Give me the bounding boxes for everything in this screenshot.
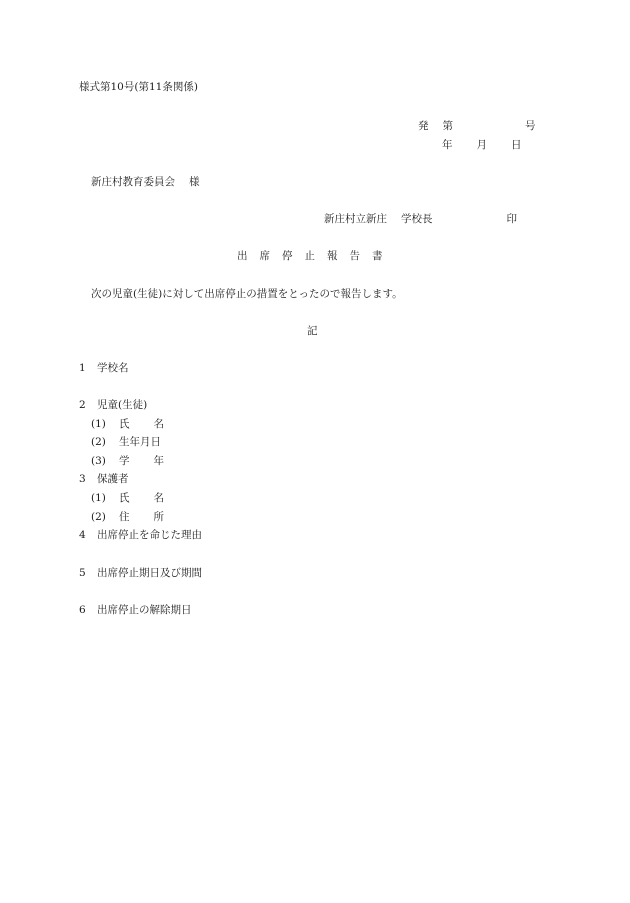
date-day: 日: [511, 139, 522, 151]
section-suspension-period: [79, 566, 202, 580]
item-label-a: 学: [119, 455, 130, 467]
section-number: 5: [79, 567, 86, 579]
form-label: 様式第10号(第11条関係): [79, 81, 198, 93]
date-month: 月: [476, 139, 487, 151]
item-label: 生年月日: [119, 436, 161, 448]
sender-seal: 印: [506, 213, 517, 225]
issue-prefix: 発: [418, 120, 429, 132]
student-birthdate-item: [91, 435, 161, 449]
issue-dai: 第: [442, 120, 453, 132]
title-char: 報: [327, 250, 338, 262]
item-number: (3): [91, 455, 106, 467]
section-suspension-release-date: [79, 603, 192, 617]
sender-school: 新庄村立新庄: [324, 213, 387, 225]
sender-title: 学校長: [401, 213, 433, 225]
section-suspension-reason: [79, 528, 202, 542]
sender: [324, 212, 517, 226]
section-number: 3: [79, 473, 86, 485]
title-char: 席: [259, 250, 270, 262]
section-label: 児童(生徒): [97, 399, 148, 411]
section-number: 4: [79, 529, 86, 541]
section-school-name: [79, 361, 129, 375]
recipient-name: 新庄村教育委員会: [91, 176, 175, 188]
item-number: (1): [91, 492, 106, 504]
title-char: 告: [349, 250, 360, 262]
section-label: 出席停止を命じた理由: [97, 529, 202, 541]
student-grade-item: [91, 454, 164, 468]
student-name-item: [91, 417, 164, 431]
item-number: (1): [91, 418, 106, 430]
item-label-b: 年: [153, 455, 164, 467]
title-char: 出: [237, 250, 248, 262]
guardian-name-item: [91, 491, 164, 505]
section-label: 出席停止の解除期日: [97, 604, 192, 616]
guardian-address-item: [91, 510, 164, 524]
recipient-honorific: 様: [189, 176, 200, 188]
section-number: 6: [79, 604, 86, 616]
title-char: 止: [304, 250, 315, 262]
body-text: 次の児童(生徒)に対して出席停止の措置をとったので報告します。: [91, 288, 403, 300]
item-label-a: 氏: [119, 418, 130, 430]
item-label-a: 住: [119, 511, 130, 523]
section-label: 出席停止期日及び期間: [97, 567, 202, 579]
item-number: (2): [91, 511, 106, 523]
document-title: [237, 249, 383, 263]
item-number: (2): [91, 436, 106, 448]
issue-go: 号: [525, 120, 536, 132]
section-label: 保護者: [97, 473, 129, 485]
date-line: [442, 138, 522, 152]
section-student: [79, 398, 147, 412]
section-label: 学校名: [97, 362, 129, 374]
date-year: 年: [442, 139, 453, 151]
section-guardian: [79, 472, 129, 486]
section-number: 1: [79, 362, 86, 374]
section-number: 2: [79, 399, 86, 411]
ki-heading: 記: [307, 325, 318, 337]
item-label-b: 所: [153, 511, 164, 523]
issue-number-line: [418, 119, 536, 133]
recipient: [91, 175, 200, 189]
title-char: 書: [372, 250, 383, 262]
item-label-b: 名: [153, 418, 164, 430]
item-label-b: 名: [153, 492, 164, 504]
item-label-a: 氏: [119, 492, 130, 504]
title-char: 停: [282, 250, 293, 262]
